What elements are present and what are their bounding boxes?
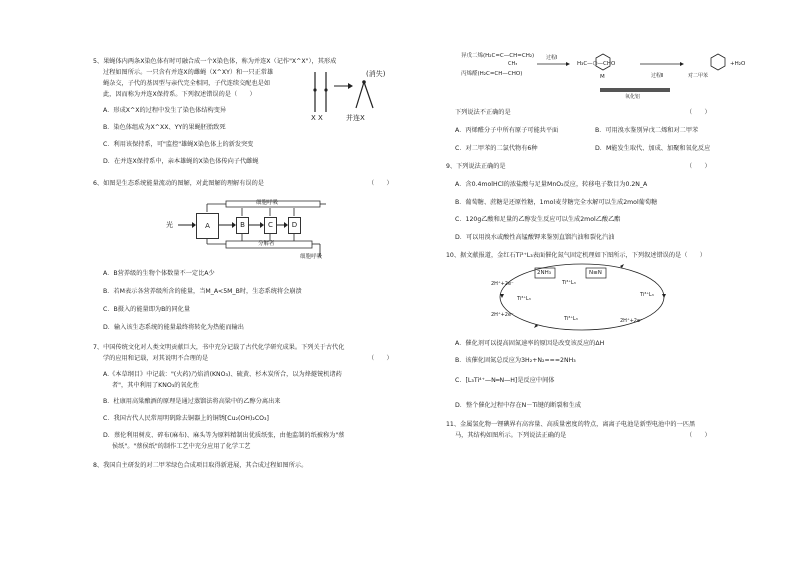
q7-option-d-line1: D．蔡伦利用树皮、碎布(麻布)、麻头等为原料精制出优质纸张，由他监制的纸被称为"蔡 bbox=[103, 432, 345, 439]
q6-light-label: 光 bbox=[166, 221, 173, 229]
q10-stem: 10、据文献报道，金红石Ti³⁺L₃表面催化氮气固定机理如下图所示，下列叙述错误的是（ ） bbox=[446, 252, 706, 259]
q8-product-label: 对二甲苯 bbox=[688, 73, 709, 79]
q6-decomposer: 分解者 bbox=[258, 241, 275, 247]
q10-option-b: B．该催化固氮总反应为3H₂+N₂===2NH₃ bbox=[455, 357, 576, 364]
q5-option-a: A．形成X^X的过程中发生了染色体结构变异 bbox=[103, 107, 227, 114]
q8-option-a: A．丙烯醛分子中所有原子可能共平面 bbox=[455, 127, 559, 134]
q6-option-d: D．输入该生态系统的能量最终将转化为热能而输出 bbox=[103, 324, 244, 331]
q9-paren: （ ） bbox=[686, 163, 711, 170]
q10-ti-top: Ti³⁺L₃ bbox=[562, 280, 576, 286]
q5-stem-line3: 蝇杂交，子代的基因型与亲代完全相同，子代连续交配也是如 bbox=[103, 80, 271, 87]
q11-stem-line1: 11、金属氢化物一锂碘界有高容量、高质量密度的特点，离离子电池是新型电池中的一匹黑 bbox=[446, 421, 696, 428]
q9-stem: 9、下列说法正确的是 bbox=[446, 163, 506, 170]
q5-stem-line4: 此，因而称为并连X保持系。下列叙述错误的是（ ） bbox=[103, 91, 256, 98]
q8-question: 下列说法不正确的是 bbox=[455, 109, 511, 116]
q5-stem-line1: 5、果蝇体内两条X染色体有时可融合成一个X染色体，称为并连X（记作"X^X"），其形成 bbox=[93, 58, 337, 65]
q5-fig-vanish: (消失) bbox=[366, 70, 386, 78]
q6-stem: 6、如图是生态系统能量流动的图解，对此图解的理解有误的是 bbox=[93, 180, 264, 187]
q9-option-b: B．葡萄糖、蔗糖是还原性糖，1mol麦芽糖完全水解可以生成2mol葡萄糖 bbox=[455, 199, 658, 206]
q8-stem: 8、我国自主研发的对二甲苯绿色合成项目取得新进展，其合成过程如图所示。 bbox=[93, 462, 308, 469]
q8-reactant-isoprene-ch3: CH₃ bbox=[508, 61, 518, 67]
q10-ti-bottom: Ti³⁺L₃ bbox=[564, 316, 578, 322]
q8-paren: （ ） bbox=[686, 109, 711, 116]
q7-option-b: B．杜康用高粱酿酒的原理是通过蒸馏法将高粱中的乙醇分离出来 bbox=[103, 398, 281, 405]
q8-product-water: +H₂O bbox=[730, 61, 746, 67]
q11-stem-line2: 马，其结构如图所示。下列说法正确的是 bbox=[455, 432, 567, 439]
q5-stem-line2: 过程如图所示。一只含有并连X的雌蝇（X^XY）和一只正常雄 bbox=[103, 69, 274, 76]
q10-ti-left: Ti³⁺L₃ bbox=[517, 296, 531, 302]
q8-reactant-isoprene: 异戊二烯(H₂C=C—CH=CH₂) bbox=[461, 53, 535, 59]
q9-option-c: C．120g乙酸和足量的乙醇发生反应可以生成2mol乙酸乙酯 bbox=[455, 216, 621, 223]
q7-option-a-line2: 者"，其中利用了KNO₃的氧化性 bbox=[112, 382, 199, 389]
q8-option-b: B．可用溴水鉴别异戊二烯和对二甲苯 bbox=[595, 127, 699, 134]
q5-option-d: D．在并连X保持系中，亲本雄蝇的X染色体传向子代雌蝇 bbox=[103, 158, 259, 165]
q10-e-left-bottom: 2H⁺+2e⁻ bbox=[491, 312, 514, 318]
q10-nh3: 2NH₃ bbox=[537, 270, 551, 276]
q7-stem-line2: 学的应用和记载，对其说明不合理的是 bbox=[103, 355, 209, 362]
q5-option-b: B．染色体组成为X^XX、YY的果蝇胚胎致死 bbox=[103, 124, 226, 131]
q9-option-d: D．可以用溴水或酸性高锰酸钾来鉴别直馏汽油和裂化汽油 bbox=[455, 234, 615, 241]
q6-top-respiration: 细胞呼吸 bbox=[256, 200, 279, 206]
q10-e-left-top: 2H⁺+2e⁻ bbox=[491, 281, 514, 287]
q5-fig-label: 并连X bbox=[346, 114, 365, 122]
q9-option-a: A．含0.4molHCl的浓盐酸与足量MnO₂反应，转移电子数目为0.2N_A bbox=[455, 181, 648, 188]
q5-option-c: C．利用该保持系，可"监控"雄蝇X染色体上的新发突变 bbox=[103, 141, 254, 148]
q6-box-a: A bbox=[196, 213, 219, 239]
q6-paren: （ ） bbox=[368, 180, 393, 187]
q10-option-c: C．[L₃Ti⁴⁺—N═N—H]是反应中间体 bbox=[455, 377, 555, 384]
q7-option-c: C．我国古代人民常用明矾除去铜器上的铜锈[Cu₂(OH)₂CO₃] bbox=[103, 415, 269, 422]
q10-option-a: A．催化剂可以提高固氮速率的原因是改变该反应的ΔH bbox=[455, 340, 605, 347]
q8-catalyst-label: 氧化铝 bbox=[625, 94, 641, 100]
q6-option-b: B．若M表示各营养级所含的能量，当M_A<5M_B时，生态系统将会崩溃 bbox=[103, 288, 302, 295]
q10-n2: N≡N bbox=[589, 270, 602, 276]
q7-stem-line1: 7、中国传统文化对人类文明贡献巨大，书中充分记载了古代化学研究成果。下列关于古代化 bbox=[93, 344, 345, 351]
q6-option-c: C．B摄入的能量即为B的同化量 bbox=[103, 306, 191, 313]
q5-fig-xx: X X bbox=[311, 114, 323, 122]
q6-box-b: B bbox=[236, 217, 249, 234]
q6-bottom-respiration: 细胞呼吸 bbox=[300, 254, 323, 260]
q8-process-1: 过程Ⅰ bbox=[546, 55, 558, 61]
q8-option-d: D．M能发生取代、加成、加聚和氧化反应 bbox=[595, 145, 711, 152]
q6-box-c: C bbox=[264, 217, 277, 234]
q11-paren: （ ） bbox=[686, 432, 711, 439]
q10-option-d: D．整个催化过程中存在N－Ti键的断裂和生成 bbox=[455, 402, 582, 409]
q10-ti-right: Ti³⁺L₃ bbox=[640, 292, 654, 298]
q8-process-2: 过程Ⅱ bbox=[651, 73, 664, 79]
q7-paren: （ ） bbox=[368, 355, 393, 362]
q8-reactant-acrolein: 丙烯醛(H₂C=CH—CHO) bbox=[461, 71, 523, 77]
q8-m-formula: H₃C—⬡—CHO bbox=[577, 61, 616, 67]
q10-e-right-bottom: 2H⁺+2e⁻ bbox=[620, 318, 643, 324]
q6-option-a: A．B营养级的生物个体数量不一定比A少 bbox=[103, 270, 215, 277]
q7-option-d-line2: 侯纸"。"蔡侯纸"的制作工艺中充分应用了化学工艺 bbox=[112, 443, 251, 450]
q7-option-a-line1: A.《本草纲目》中记载："(火药)乃焰消(KNO₃)、硫黄、杉木炭所合，以为烽燧铳机诸药 bbox=[103, 371, 342, 378]
q6-box-d: D bbox=[288, 217, 301, 234]
q8-option-c: C．对二甲苯的二氯代物有6种 bbox=[455, 145, 538, 152]
q8-m-label: M bbox=[600, 74, 605, 80]
